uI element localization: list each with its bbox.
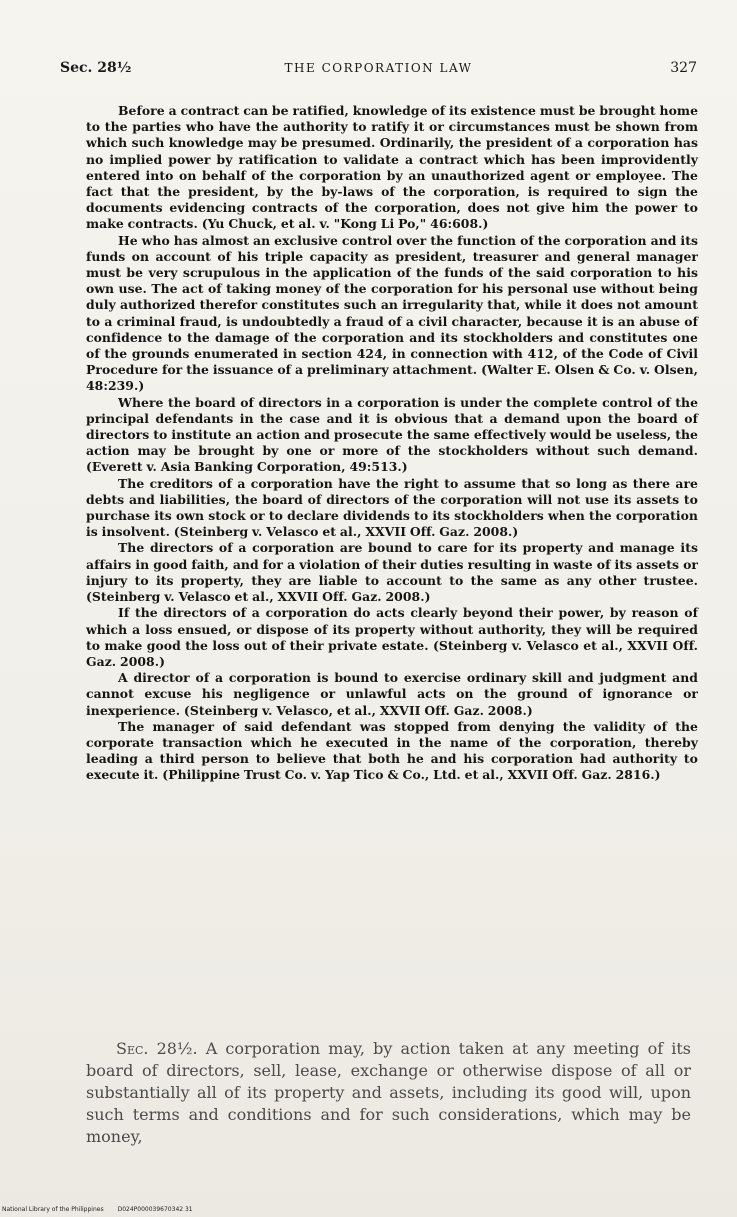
section-paragraph: [86, 1038, 691, 1148]
note-paragraph: The creditors of a corporation have the right to assume that so long as there are debts and liabilities, the board of directors of the corporation will not use its assets to purchase its own stock or to declare dividends to its stockholders when the corporation is insolvent. (Steinberg v. Velasco et al., XXVII Off. Gaz. 2008.): [86, 475, 698, 540]
note-paragraph: Before a contract can be ratified, knowledge of its existence must be brought home to the parties who have the authority to ratify it or circumstances must be shown from which such knowledge may be presumed. Ordinarily, the president of a corporation has no implied power by ratification to validate a contract which has been improvidently entered into on behalf of the corporation by an unauthorized agent or employee. The fact that the president, by the by-laws of the corporation, is required to sign the documents evidencing contracts of the corporation, does not give him the power to make contracts. (Yu Chuck, et al. v. "Kong Li Po," 46:608.): [86, 103, 698, 232]
scan-footer: [2, 1206, 207, 1213]
note-paragraph: A director of a corporation is bound to exercise ordinary skill and judgment and cannot excuse his negligence or unlawful acts on the ground of ignorance or inexperience. (Steinberg v. Velasco, et al., XXVII Off. Gaz. 2008.): [86, 670, 698, 718]
section-reference: Sec. 28½: [60, 60, 132, 76]
section-text: A corporation may, by action taken at any meeting of its board of directors, sell, lease, exchange or otherwise dispose of all or substantially all of its property and assets, including its good will, upon such terms and conditions and for such considerations, which may be money,: [86, 1039, 691, 1146]
running-title: THE CORPORATION LAW: [284, 61, 473, 75]
note-paragraph: The directors of a corporation are bound to care for its property and manage its affairs in good faith, and for a violation of their duties resulting in waste of its assets or injury to its property, they are liable to account to the same as any other trustee. (Steinberg v. Velasco et al., XXVII Off. Gaz. 2008.): [86, 540, 698, 605]
annotation-notes: [86, 103, 698, 784]
page-number: 327: [670, 60, 697, 76]
page-header: [60, 60, 697, 82]
note-paragraph: If the directors of a corporation do acts clearly beyond their power, by reason of which a loss ensued, or dispose of its property without authority, they will be required to make good the loss out of their private estate. (Steinberg v. Velasco et al., XXVII Off. Gaz. 2008.): [86, 605, 698, 669]
statute-section: [86, 1038, 691, 1148]
library-credit: National Library of the Philippines: [2, 1206, 104, 1213]
note-paragraph: He who has almost an exclusive control over the function of the corporation and its funds on account of his triple capacity as president, treasurer and general manager must be very scrupulous in the application of the funds of the said corporation to his own use. The act of taking money of the corporation for his personal use without being duly authorized therefor constitutes such an irregularity that, while it does not amount to a criminal fraud, is undoubtedly a fraud of a civil character, because it is an abuse of confidence to the damage of the corporation and its stockholders and constitutes one of the grounds enumerated in section 424, in connection with 412, of the Code of Civil Procedure for the issuance of a preliminary attachment. (Walter E. Olsen & Co. v. Olsen, 48:239.): [86, 232, 698, 394]
note-paragraph: Where the board of directors in a corporation is under the complete control of the principal defendants in the case and it is obvious that a demand upon the board of directors to institute an action and prosecute the same effectively would be useless, the action may be brought by one or more of the stockholders without such demand. (Everett v. Asia Banking Corporation, 49:513.): [86, 394, 698, 475]
section-label: Sec. 28½.: [116, 1039, 198, 1058]
scan-identifier: D024P000039670342 31: [117, 1206, 193, 1213]
note-paragraph: The manager of said defendant was stopped from denying the validity of the corporate transaction which he executed in the name of the corporation, thereby leading a third person to believe that both he and his corporation had authority to execute it. (Philippine Trust Co. v. Yap Tico & Co., Ltd. et al., XXVII Off. Gaz. 2816.): [86, 718, 698, 783]
